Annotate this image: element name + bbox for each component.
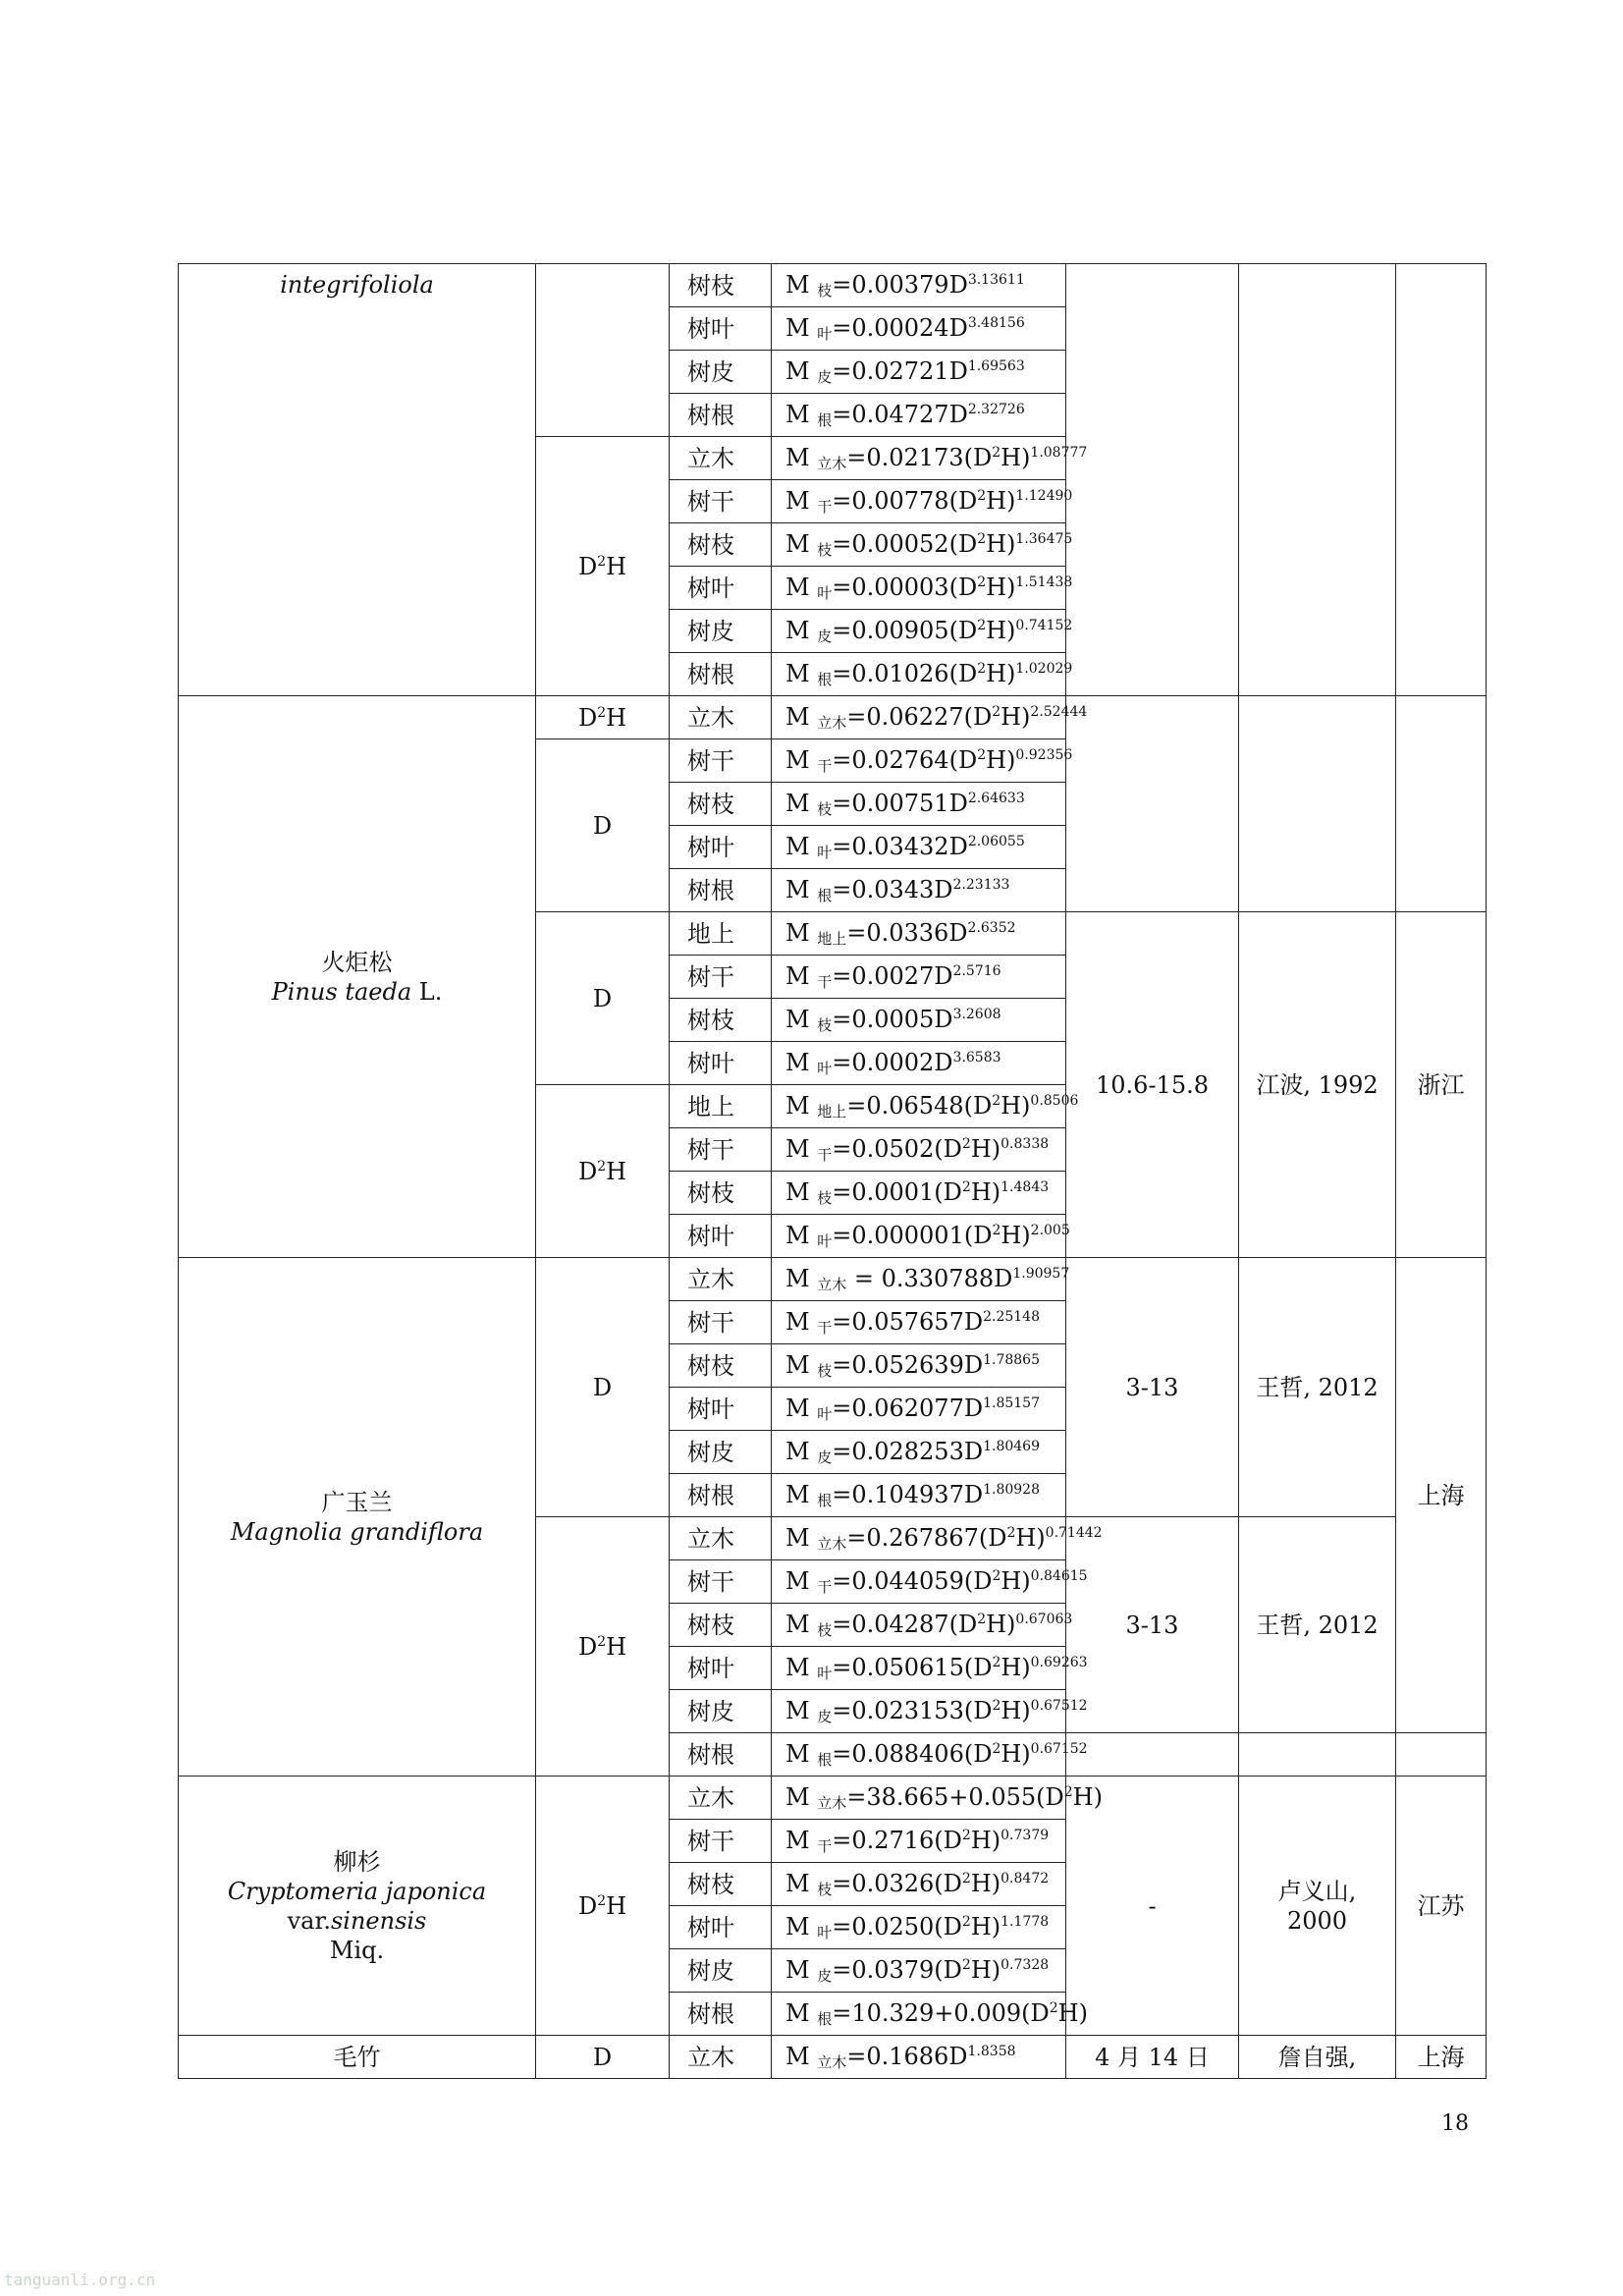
part-cell: 立木 xyxy=(670,1517,772,1560)
source-cell xyxy=(1239,696,1396,912)
variable-cell: $D^2H$ xyxy=(536,1085,670,1258)
region-cell: 浙江 xyxy=(1396,912,1487,1258)
part-cell: 树枝 xyxy=(670,1172,772,1215)
species-cell xyxy=(179,696,536,1258)
formula-cell: M $_根=0.04727D^{2.32726}$ xyxy=(772,394,1066,437)
part-cell: 树枝 xyxy=(670,1344,772,1388)
dbh-cell xyxy=(1066,696,1239,912)
table-row xyxy=(179,696,1487,739)
region-cell xyxy=(1396,1733,1487,1777)
table-row xyxy=(179,264,1487,307)
part-cell: 地上 xyxy=(670,1085,772,1128)
dbh-cell: - xyxy=(1066,1777,1239,2036)
species-cell xyxy=(179,1258,536,1777)
source-cell: 卢义山, 2000 xyxy=(1239,1777,1396,2036)
species-latin-name: Magnolia grandiflora xyxy=(230,1517,484,1546)
dbh-cell: 10.6-15.8 xyxy=(1066,912,1239,1258)
variable-cell: $D^2H$ xyxy=(536,1517,670,1777)
page-number: 18 xyxy=(1441,2111,1469,2136)
species-chinese-name: 广玉兰 xyxy=(321,1488,393,1516)
variable-cell: D xyxy=(536,2036,670,2079)
formula-cell: M $_叶=0.03432D^{2.06055}$ xyxy=(772,826,1066,869)
formula-cell: M $_{立木}=0.267867(D^2H)^{0.71442}$ xyxy=(772,1517,1066,1560)
species-cell xyxy=(179,264,536,696)
formula-cell: M $_{立木}=0.02173(D^2H)^{1.08777}$ xyxy=(772,437,1066,480)
formula-cell: M $_皮=0.02721D^{1.69563}$ xyxy=(772,351,1066,394)
part-cell: 立木 xyxy=(670,1777,772,1820)
part-cell: 树根 xyxy=(670,869,772,912)
part-cell: 树皮 xyxy=(670,1431,772,1474)
formula-cell: M $_叶=0.00003(D^2H)^{1.51438}$ xyxy=(772,567,1066,610)
formula-cell: M $_根=10.329+0.009(D^2H)$ xyxy=(772,1993,1066,2036)
formula-cell: M $_根=0.01026(D^2H)^{1.02029}$ xyxy=(772,653,1066,696)
dbh-cell: 3-13 xyxy=(1066,1258,1239,1517)
part-cell: 立木 xyxy=(670,437,772,480)
species-chinese-name: 火炬松 xyxy=(321,948,393,976)
part-cell: 立木 xyxy=(670,1258,772,1301)
region-cell: 江苏 xyxy=(1396,1777,1487,2036)
watermark-text: tanguanli.org.cn xyxy=(4,2270,156,2289)
formula-cell: M $_干=0.2716(D^2H)^{0.7379}$ xyxy=(772,1820,1066,1863)
species-latin-name: integrifoliola xyxy=(280,271,434,299)
part-cell: 树枝 xyxy=(670,783,772,826)
formula-cell: M $_叶=0.00024D^{3.48156}$ xyxy=(772,307,1066,351)
part-cell: 树根 xyxy=(670,653,772,696)
species-latin-name: Pinus taeda xyxy=(271,977,412,1006)
formula-cell: M $_枝=0.00751D^{2.64633}$ xyxy=(772,783,1066,826)
formula-cell: M $_枝=0.00379D^{3.13611}$ xyxy=(772,264,1066,307)
formula-cell: M $_皮=0.0379(D^2H)^{0.7328}$ xyxy=(772,1949,1066,1993)
dbh-cell: 4 月 14 日 xyxy=(1066,2036,1239,2079)
part-cell: 树干 xyxy=(670,1301,772,1344)
source-cell xyxy=(1239,1733,1396,1777)
formula-cell: M $_皮=0.00905(D^2H)^{0.74152}$ xyxy=(772,610,1066,653)
part-cell: 树叶 xyxy=(670,567,772,610)
source-cell: 詹自强, xyxy=(1239,2036,1396,2079)
formula-cell: M $_枝=0.04287(D^2H)^{0.67063}$ xyxy=(772,1604,1066,1647)
variable-cell: $D^2H$ xyxy=(536,1777,670,2036)
part-cell: 树干 xyxy=(670,480,772,523)
formula-cell: M $_干=0.00778(D^2H)^{1.12490}$ xyxy=(772,480,1066,523)
formula-cell: M $_枝=0.00052(D^2H)^{1.36475}$ xyxy=(772,523,1066,567)
source-cell xyxy=(1239,264,1396,696)
part-cell: 树干 xyxy=(670,1560,772,1604)
formula-cell: M $_{立木}=38.665+0.055(D^2H)$ xyxy=(772,1777,1066,1820)
part-cell: 树根 xyxy=(670,1474,772,1517)
formula-cell: M $_枝=0.052639D^{1.78865}$ xyxy=(772,1344,1066,1388)
part-cell: 树叶 xyxy=(670,1215,772,1258)
table-row xyxy=(179,1777,1487,1820)
part-cell: 树叶 xyxy=(670,826,772,869)
variable-cell: $D^2H$ xyxy=(536,437,670,696)
part-cell: 树叶 xyxy=(670,1906,772,1949)
part-cell: 立木 xyxy=(670,696,772,739)
species-author: L. xyxy=(411,977,443,1006)
formula-cell: M $_根=0.104937D^{1.80928}$ xyxy=(772,1474,1066,1517)
formula-cell: M $_枝=0.0005D^{3.2608}$ xyxy=(772,999,1066,1042)
part-cell: 树枝 xyxy=(670,264,772,307)
part-cell: 树叶 xyxy=(670,307,772,351)
region-cell xyxy=(1396,264,1487,696)
part-cell: 树枝 xyxy=(670,523,772,567)
part-cell: 树叶 xyxy=(670,1647,772,1690)
region-cell: 上海 xyxy=(1396,1258,1487,1733)
part-cell: 树叶 xyxy=(670,1042,772,1085)
variable-cell: D xyxy=(536,912,670,1085)
table-row xyxy=(179,1258,1487,1301)
part-cell: 树根 xyxy=(670,1993,772,2036)
formula-cell: M $_{立木}=0.06227(D^2H)^{2.52444}$ xyxy=(772,696,1066,739)
formula-cell: M $_干=0.0027D^{2.5716}$ xyxy=(772,956,1066,999)
part-cell: 树干 xyxy=(670,1820,772,1863)
variable-cell: $D^2H$ xyxy=(536,696,670,739)
part-cell: 树枝 xyxy=(670,999,772,1042)
formula-cell: M $_干=0.057657D^{2.25148}$ xyxy=(772,1301,1066,1344)
formula-cell: M $_干=0.02764(D^2H)^{0.92356}$ xyxy=(772,739,1066,783)
formula-cell: M $_{地上}=0.0336D^{2.6352}$ xyxy=(772,912,1066,956)
formula-cell: M $_{立木} = 0.330788D^{1.90957}$ xyxy=(772,1258,1066,1301)
source-cell: 江波, 1992 xyxy=(1239,912,1396,1258)
biomass-equation-table xyxy=(178,263,1487,2079)
formula-cell: M $_根=0.088406(D^2H)^{0.67152}$ xyxy=(772,1733,1066,1777)
formula-cell: M $_{立木}=0.1686D^{1.8358}$ xyxy=(772,2036,1066,2079)
formula-cell: M $_叶=0.062077D^{1.85157}$ xyxy=(772,1388,1066,1431)
source-cell: 王哲, 2012 xyxy=(1239,1258,1396,1517)
formula-cell: M $_叶=0.050615(D^2H)^{0.69263}$ xyxy=(772,1647,1066,1690)
dbh-cell xyxy=(1066,264,1239,696)
formula-cell: M $_枝=0.0326(D^2H)^{0.8472}$ xyxy=(772,1863,1066,1906)
part-cell: 树干 xyxy=(670,739,772,783)
dbh-cell: 3-13 xyxy=(1066,1517,1239,1733)
formula-cell: M $_叶=0.0250(D^2H)^{1.1778}$ xyxy=(772,1906,1066,1949)
region-cell: 上海 xyxy=(1396,2036,1487,2079)
species-cell: 毛竹 xyxy=(179,2036,536,2079)
formula-cell: M $_干=0.044059(D^2H)^{0.84615}$ xyxy=(772,1560,1066,1604)
variable-cell: D xyxy=(536,1258,670,1517)
part-cell: 树枝 xyxy=(670,1604,772,1647)
part-cell: 树根 xyxy=(670,1733,772,1777)
formula-cell: M $_叶=0.0002D^{3.6583}$ xyxy=(772,1042,1066,1085)
part-cell: 树皮 xyxy=(670,1690,772,1733)
part-cell: 地上 xyxy=(670,912,772,956)
formula-cell: M $_皮=0.028253D^{1.80469}$ xyxy=(772,1431,1066,1474)
source-cell: 王哲, 2012 xyxy=(1239,1517,1396,1733)
variable-cell: D xyxy=(536,739,670,912)
formula-cell: M $_皮=0.023153(D^2H)^{0.67512}$ xyxy=(772,1690,1066,1733)
part-cell: 树皮 xyxy=(670,610,772,653)
dbh-cell xyxy=(1066,1733,1239,1777)
formula-cell: M $_干=0.0502(D^2H)^{0.8338}$ xyxy=(772,1128,1066,1172)
part-cell: 树叶 xyxy=(670,1388,772,1431)
formula-cell: M $_根=0.0343D^{2.23133}$ xyxy=(772,869,1066,912)
formula-cell: M $_{地上}=0.06548(D^2H)^{0.8506}$ xyxy=(772,1085,1066,1128)
part-cell: 树干 xyxy=(670,1128,772,1172)
variable-cell xyxy=(536,264,670,437)
part-cell: 树干 xyxy=(670,956,772,999)
species-cell: 柳杉 Cryptomeria japonica var.sinensis Miq. xyxy=(179,1777,536,2036)
part-cell: 树皮 xyxy=(670,351,772,394)
part-cell: 树枝 xyxy=(670,1863,772,1906)
formula-cell: M $_枝=0.0001(D^2H)^{1.4843}$ xyxy=(772,1172,1066,1215)
region-cell xyxy=(1396,696,1487,912)
part-cell: 树皮 xyxy=(670,1949,772,1993)
part-cell: 立木 xyxy=(670,2036,772,2079)
part-cell: 树根 xyxy=(670,394,772,437)
formula-cell: M $_叶=0.000001(D^2H)^{2.005}$ xyxy=(772,1215,1066,1258)
table-row xyxy=(179,2036,1487,2079)
